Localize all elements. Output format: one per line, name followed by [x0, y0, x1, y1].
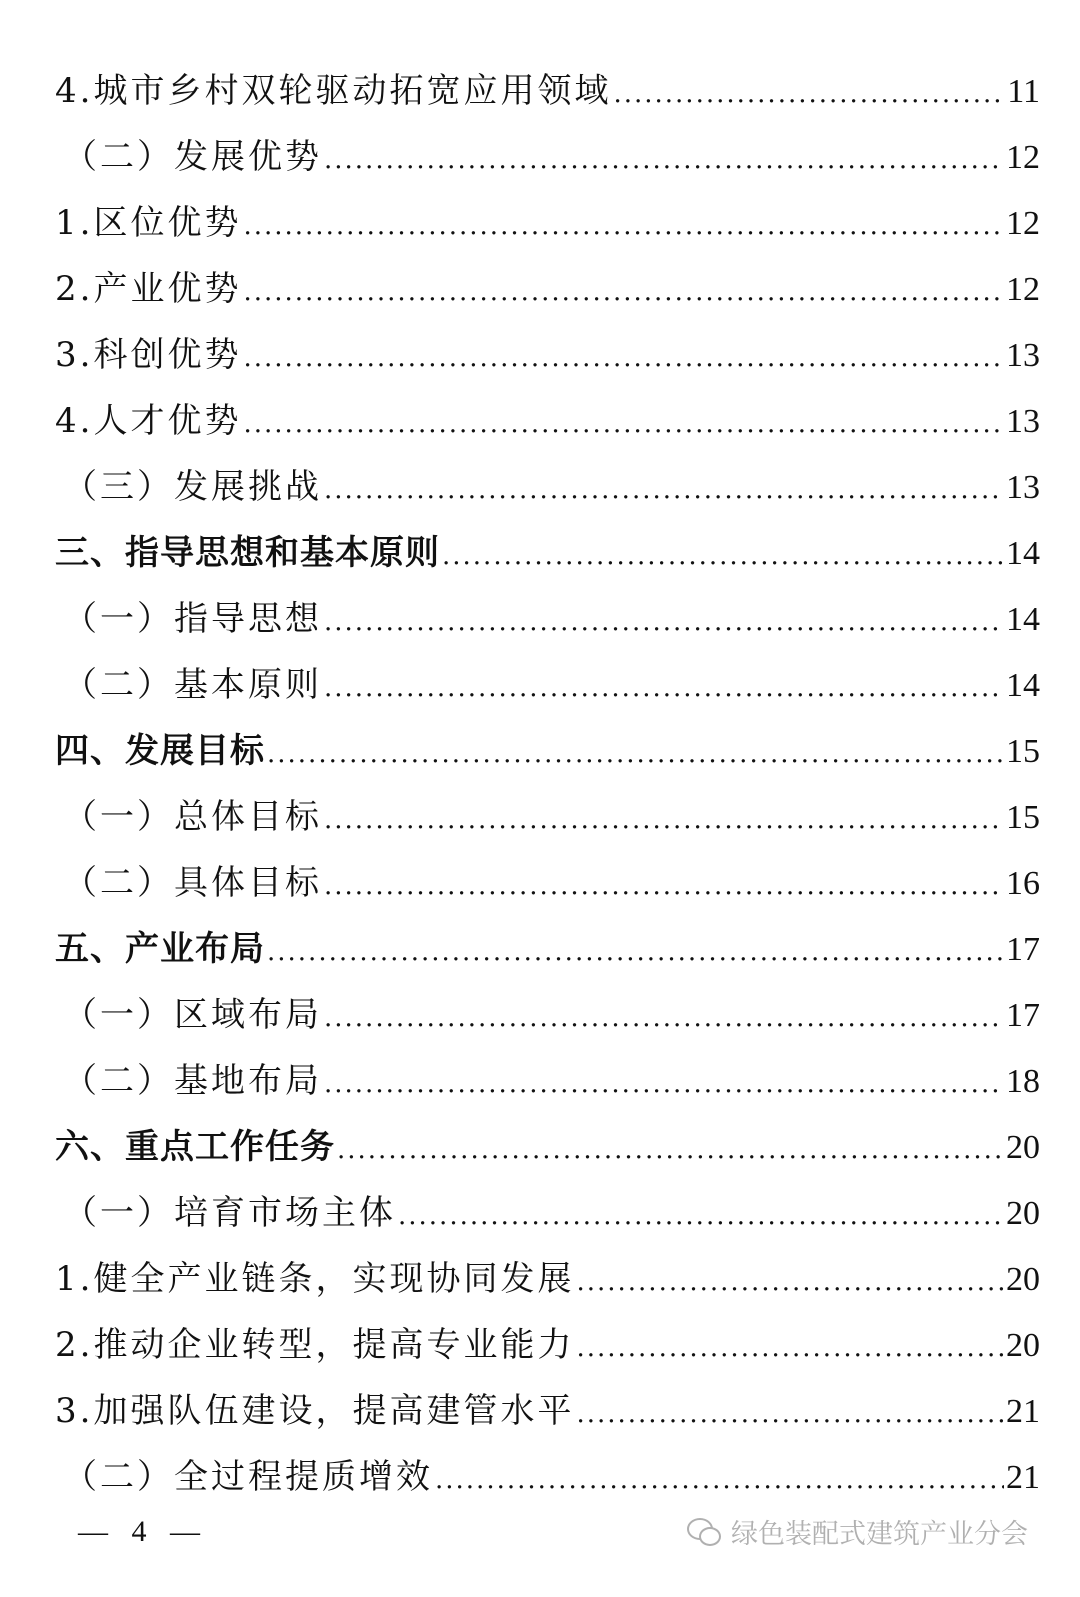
toc-dot-leader — [324, 127, 1004, 193]
toc-dot-leader — [243, 193, 1004, 259]
toc-dot-leader — [324, 589, 1004, 655]
toc-entry[interactable] — [55, 1180, 1040, 1246]
toc-entry-label: 2.产业优势 — [55, 269, 242, 309]
toc-entry-label: （一）培育市场主体 — [63, 1193, 396, 1233]
toc-dot-leader — [267, 919, 1004, 985]
toc-entry-label: 1.健全产业链条，实现协同发展 — [55, 1259, 575, 1299]
toc-entry[interactable] — [55, 124, 1040, 190]
toc-entry-label: 五、产业布局 — [55, 929, 265, 969]
toc-entry[interactable] — [55, 58, 1040, 124]
toc-entry-page: 12 — [1006, 205, 1040, 242]
toc-entry-label: （一）指导思想 — [63, 599, 322, 639]
toc-entry-page: 21 — [1006, 1393, 1040, 1430]
watermark — [687, 1512, 1028, 1551]
toc-dot-leader — [243, 259, 1004, 325]
toc-entry-page: 12 — [1006, 139, 1040, 176]
toc-entry[interactable] — [55, 1246, 1040, 1312]
toc-entry-label: 六、重点工作任务 — [55, 1127, 335, 1167]
toc-entry-page: 20 — [1006, 1261, 1040, 1298]
toc-entry-label: （二）基本原则 — [63, 665, 322, 705]
toc-dot-leader — [576, 1315, 1004, 1381]
toc-dot-leader — [324, 787, 1004, 853]
toc-dot-leader — [324, 985, 1004, 1051]
toc-entry[interactable] — [55, 916, 1040, 982]
toc-entry-page: 14 — [1006, 601, 1040, 638]
toc-dot-leader — [435, 1447, 1004, 1513]
toc-dot-leader — [324, 457, 1004, 523]
toc-entry-label: 1.区位优势 — [55, 203, 242, 243]
toc-entry-label: （二）全过程提质增效 — [63, 1457, 433, 1497]
toc-entry-page: 12 — [1006, 271, 1040, 308]
toc-entry-page: 15 — [1006, 733, 1040, 770]
toc-dot-leader — [337, 1117, 1004, 1183]
toc-entry-page: 17 — [1006, 997, 1040, 1034]
toc-entry-label: （一）区域布局 — [63, 995, 322, 1035]
toc-entry-page: 15 — [1006, 799, 1040, 836]
toc-entry[interactable] — [55, 850, 1040, 916]
toc-entry[interactable] — [55, 1114, 1040, 1180]
toc-entry[interactable] — [55, 1048, 1040, 1114]
toc-entry[interactable] — [55, 586, 1040, 652]
toc-entry-page: 13 — [1006, 337, 1040, 374]
toc-entry[interactable] — [55, 1378, 1040, 1444]
toc-entry-page: 20 — [1006, 1327, 1040, 1364]
toc-entry-page: 14 — [1006, 535, 1040, 572]
toc-entry[interactable] — [55, 652, 1040, 718]
toc-entry-label: （二）发展优势 — [63, 137, 322, 177]
watermark-text: 绿色装配式建筑产业分会 — [731, 1519, 1028, 1550]
toc-entry-page: 20 — [1006, 1195, 1040, 1232]
toc-entry-label: 4.人才优势 — [55, 401, 242, 441]
toc-entry-label: （二）基地布局 — [63, 1061, 322, 1101]
toc-entry-label: （二）具体目标 — [63, 863, 322, 903]
toc-entry[interactable] — [55, 322, 1040, 388]
toc-entry[interactable] — [55, 520, 1040, 586]
page-number: — 4 — — [78, 1515, 208, 1548]
toc-entry-label: 4.城市乡村双轮驱动拓宽应用领域 — [55, 71, 612, 111]
toc-entry-page: 13 — [1006, 469, 1040, 506]
toc-entry-label: （一）总体目标 — [63, 797, 322, 837]
toc-dot-leader — [243, 325, 1004, 391]
toc-dot-leader — [613, 61, 1005, 127]
toc-entry[interactable] — [55, 454, 1040, 520]
toc-entry-page: 17 — [1006, 931, 1040, 968]
toc-entry-label: 四、发展目标 — [55, 731, 265, 771]
toc-entry-label: 3.科创优势 — [55, 335, 242, 375]
toc-entry[interactable] — [55, 388, 1040, 454]
table-of-contents — [55, 58, 1040, 1510]
toc-entry[interactable] — [55, 784, 1040, 850]
toc-entry[interactable] — [55, 1444, 1040, 1510]
toc-entry[interactable] — [55, 190, 1040, 256]
toc-entry[interactable] — [55, 718, 1040, 784]
toc-entry-label: 3.加强队伍建设，提高建管水平 — [55, 1391, 575, 1431]
toc-dot-leader — [576, 1381, 1004, 1447]
toc-entry-label: （三）发展挑战 — [63, 467, 322, 507]
toc-dot-leader — [442, 523, 1004, 589]
toc-entry-page: 11 — [1007, 73, 1040, 110]
toc-entry-label: 2.推动企业转型，提高专业能力 — [55, 1325, 575, 1365]
toc-dot-leader — [398, 1183, 1004, 1249]
toc-entry-page: 16 — [1006, 865, 1040, 902]
toc-entry[interactable] — [55, 256, 1040, 322]
toc-dot-leader — [576, 1249, 1004, 1315]
toc-entry-page: 14 — [1006, 667, 1040, 704]
toc-entry-page: 13 — [1006, 403, 1040, 440]
toc-dot-leader — [243, 391, 1004, 457]
toc-entry-page: 21 — [1006, 1459, 1040, 1496]
toc-entry[interactable] — [55, 1312, 1040, 1378]
wechat-icon — [687, 1518, 721, 1546]
toc-dot-leader — [324, 655, 1004, 721]
toc-entry-page: 20 — [1006, 1129, 1040, 1166]
toc-entry-page: 18 — [1006, 1063, 1040, 1100]
toc-dot-leader — [267, 721, 1004, 787]
toc-entry[interactable] — [55, 982, 1040, 1048]
toc-entry-label: 三、指导思想和基本原则 — [55, 533, 440, 573]
toc-dot-leader — [324, 853, 1004, 919]
toc-dot-leader — [324, 1051, 1004, 1117]
